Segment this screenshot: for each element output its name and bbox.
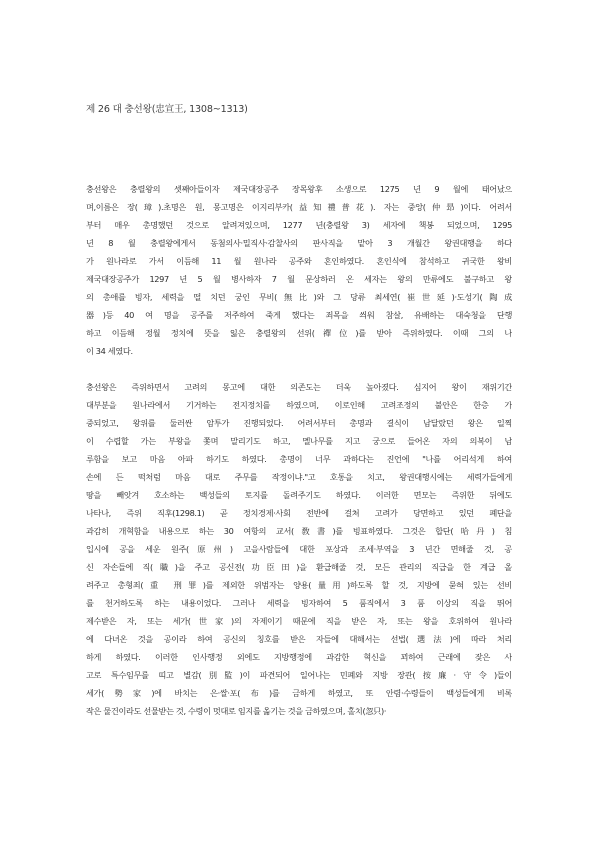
- text-line: 루함을 보고 마음 아파 하기도 하였다. 총명이 너무 과하다는 진언에 "나를 어리석게 하여: [86, 454, 512, 464]
- text-line: 에 다녀온 것을 공이라 하여 공신의 칭호를 받은 자들에 대해서는 선법(選法)에 따라 처리: [86, 634, 512, 644]
- text-line: 이 34 세였다.: [86, 346, 133, 356]
- text-line: 입시에 공을 세운 원주(原州) 고을사람들에 대한 포상과 조세·부역을 3 년간 면해줄 것, 공: [86, 544, 512, 554]
- text-line: 가 원나라로 가서 이듬해 11 월 원나라 공주와 혼인하였다. 혼인식에 참석하고 귀국한 왕비: [86, 256, 512, 266]
- text-line: 고로 특수임무를 띠고 별감(別監)이 파견되어 일어나는 민폐와 지방 장관(按廉·守令)들이: [86, 670, 512, 680]
- paragraph-reign: [86, 378, 512, 720]
- chapter-title: 제 26 대 충선왕(忠宣王, 1308~1313): [86, 104, 248, 115]
- text-line: 충선왕은 충렬왕의 셋째아들이자 제국대장공주 장목왕후 소생으로 1275 년 9 월에 태어났으: [86, 184, 512, 194]
- text-line: 이 수렵할 가는 부왕을 쫓며 말리기도 하고, 멜나무를 지고 궁으로 들어온 자의 의복이 남: [86, 436, 512, 446]
- text-line: 나타나, 즉위 직후(1298.1) 곧 정치경제·사회 전반에 걸쳐 고려가 당면하고 있던 폐단을: [86, 508, 512, 518]
- text-line: 하게 하였다. 이러한 인사행정 외에도 지방행정에 과감한 혁신을 꾀하여 근래에 잦은 사: [86, 652, 512, 662]
- text-line: 려주고 총형죄(重 刑罪)를 제외한 위범자는 양용(量用)하도록 할 것, 지방에 묻혀 있는 선비: [86, 580, 512, 590]
- text-line: 하고 이듬해 정월 정치에 뜻을 잃은 충렬왕의 선위(禪位)를 받아 즉위하였다. 이때 그의 나: [86, 328, 512, 338]
- text-line: 를 천거하도록 하는 내용이었다. 그러나 세력을 빙자하여 5 품직에서 3 품 이상의 직을 뛰어: [86, 598, 512, 608]
- text-line: 과감히 개혁함을 내용으로 하는 30 여항의 교서(敎書)를 빙표하였다. 그것은 합단(哈丹) 침: [86, 526, 512, 536]
- text-line: 땅을 빼앗겨 호소하는 백성들의 토지를 돌려주기도 하였다. 이러한 면모는 즉위한 뒤에도: [86, 490, 512, 500]
- text-line: 器)등 40 여 명을 공주를 저주하여 죽게 했다는 죄목을 씌워 참살, 유배하는 대숙청을 단행: [86, 310, 512, 320]
- text-line: 제수받은 자, 또는 세가(世家)의 자제이기 때문에 직을 받은 자, 또는 왕을 호위하여 원나라: [86, 616, 512, 626]
- text-line: 제국대장공주가 1297 년 5 월 병사하자 7 월 문상하러 온 세자는 왕의 만류에도 불구하고 왕: [86, 274, 512, 284]
- text-line: 부터 매우 총명했던 것으로 알려져있으며, 1277 년(충렬왕 3) 세자에 책봉 되었으며, 1295: [86, 220, 512, 230]
- text-line: 의 총애를 빙자, 세력을 떨 치던 궁인 무비(無比)와 그 당류 최세연(崔世延)·도성기(陶成: [86, 292, 512, 302]
- text-line: 충선왕은 즉위하면서 고려의 몽고에 대한 의존도는 더욱 높아졌다. 심지어 왕이 재위기간: [86, 382, 512, 392]
- text-line: 며,이름은 장(璋).초명은 원, 몽고명은 이지리부카(益知禮普花). 자는 중앙(仲昻)이다. 어려서: [86, 202, 512, 212]
- text-line: 년 8 월 충렬왕에게서 동첨의사·밀직사·감찰사의 판사직을 맡아 3 개월간 왕권대행을 하다: [86, 238, 512, 248]
- text-line: 중되었고, 왕위를 둘러싼 암투가 진행되었다. 어려서부터 총명과 결식이 남달랐던 왕은 일찍: [86, 418, 512, 428]
- text-line: 작은 물건이라도 선물받는 것, 수령이 멋대로 임지를 옮기는 것을 금하였으며, 홀치(忽只)·: [86, 706, 387, 716]
- text-line: 손에 든 떡처럼 마음 대로 주무를 작정이냐."고 호통을 치고, 왕권대행시에는 세력가들에게: [86, 472, 512, 482]
- text-line: 신 자손들에 직(職)을 주고 공신전(功臣田)을 환급해줄 것, 모든 관리의 직급을 한 계급 올: [86, 562, 512, 572]
- text-line: 대부분을 원나라에서 기거하는 전지정치를 하였으며, 이로인해 고려조정의 불안은 한층 가: [86, 400, 512, 410]
- text-line: 세가(勢家)에 바치는 은·쌀·포(布)를 금하게 하였고, 또 안렴·수령들이 백성들에게 비록: [86, 688, 512, 698]
- paragraph-accession: [86, 180, 512, 360]
